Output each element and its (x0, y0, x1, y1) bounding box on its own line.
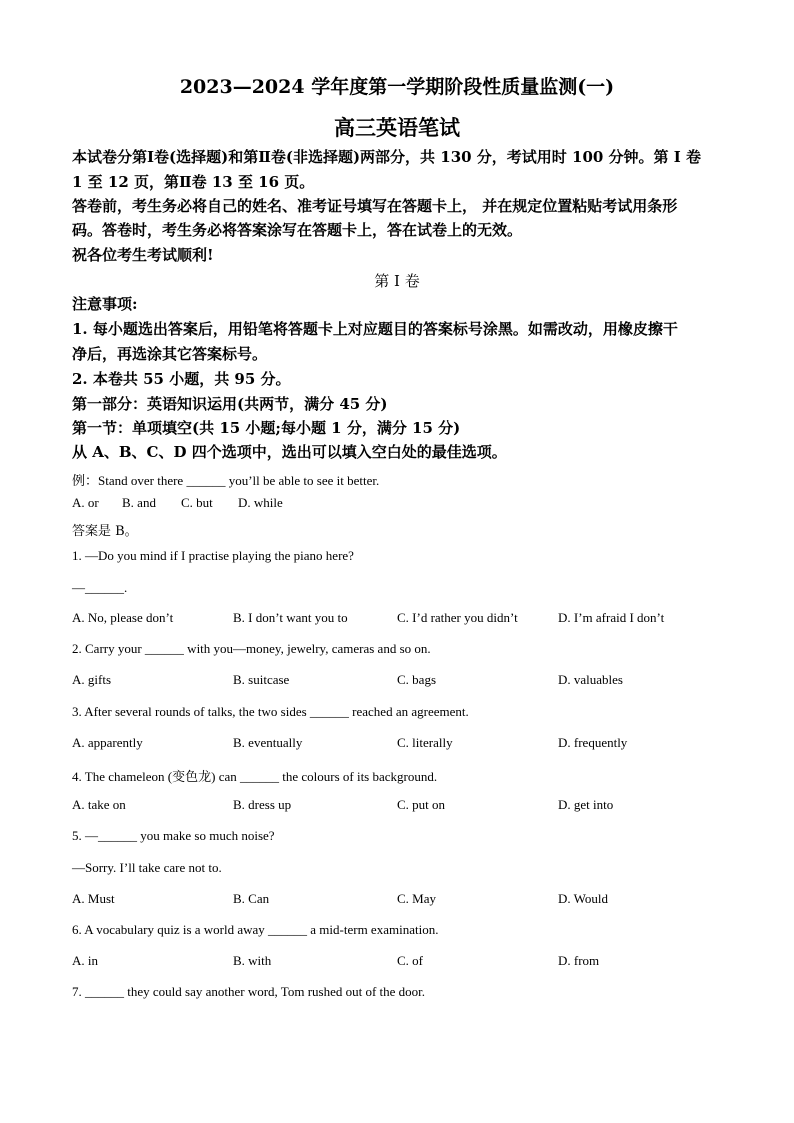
question-7-stem: 7. ______ they could say another word, Tom rushed out of the door. (72, 984, 426, 999)
question-1-option-b: B. I don’t want you to (233, 610, 348, 625)
question-3-option-a: A. apparently (72, 735, 143, 750)
notes-heading: 注意事项: (72, 295, 138, 313)
intro-line-4: 码。答卷时，考生务必将答案涂写在答题卡上，答在试卷上的无效。 (72, 221, 523, 239)
question-1-stem: 1. —Do you mind if I practise playing the piano here? (72, 548, 354, 563)
question-6-stem: 6. A vocabulary quiz is a world away ______ a mid-term examination. (72, 922, 439, 937)
question-6-option-b: B. with (233, 953, 272, 968)
question-6-option-d: D. from (558, 953, 600, 968)
question-4-option-a: A. take on (72, 797, 126, 812)
question-1-response: —______. (72, 580, 128, 595)
question-3-option-d: D. frequently (558, 735, 628, 750)
part-1-heading: 第一部分：英语知识运用(共两节，满分 45 分) (72, 395, 388, 413)
question-3-option-c: C. literally (397, 735, 453, 750)
intro-line-5: 祝各位考生考试顺利! (72, 246, 214, 264)
exam-title: 2023—2024 学年度第一学期阶段性质量监测(一) (179, 76, 615, 98)
question-4-option-d: D. get into (558, 797, 614, 812)
question-5-option-d: D. Would (558, 891, 608, 906)
section-title: 第 I 卷 (374, 272, 420, 290)
question-6-option-c: C. of (397, 953, 423, 968)
question-2-option-a: A. gifts (72, 672, 111, 687)
question-5-response: —Sorry. I’ll take care not to. (72, 860, 222, 875)
question-5-option-b: B. Can (233, 891, 270, 906)
exam-subtitle: 高三英语笔试 (334, 115, 460, 140)
section-1-heading: 第一节：单项填空(共 15 小题;每小题 1 分，满分 15 分) (72, 419, 461, 437)
question-1-option-d: D. I’m afraid I don’t (558, 610, 665, 625)
question-5-stem: 5. —______ you make so much noise? (72, 828, 275, 843)
question-3-stem: 3. After several rounds of talks, the two sides ______ reached an agreement. (72, 704, 469, 719)
intro-line-1: 本试卷分第Ⅰ卷(选择题)和第Ⅱ卷(非选择题)两部分，共 130 分，考试用时 100 分钟。第 I 卷 (72, 148, 702, 166)
question-6-option-a: A. in (72, 953, 98, 968)
question-2-option-c: C. bags (397, 672, 436, 687)
notes-item-1-line-2: 净后，再选涂其它答案标号。 (72, 345, 268, 363)
example-stem: 例：Stand over there ______ you’ll be able to see it better. (72, 473, 380, 488)
question-3-option-b: B. eventually (233, 735, 303, 750)
question-2-option-b: B. suitcase (233, 672, 290, 687)
example-answer: 答案是 B。 (72, 524, 138, 539)
intro-line-2: 1 至 12 页，第Ⅱ卷 13 至 16 页。 (72, 173, 315, 191)
question-5-option-c: C. May (397, 891, 436, 906)
question-1-option-a: A. No, please don’t (72, 610, 174, 625)
notes-item-2: 2. 本卷共 55 小题，共 95 分。 (72, 370, 291, 388)
question-4-option-b: B. dress up (233, 797, 292, 812)
example-option-c: C. but (181, 495, 213, 510)
question-2-option-d: D. valuables (558, 672, 623, 687)
question-2-stem: 2. Carry your ______ with you—money, jewelry, cameras and so on. (72, 641, 431, 656)
question-4-option-c: C. put on (397, 797, 446, 812)
question-1-option-c: C. I’d rather you didn’t (397, 610, 518, 625)
example-option-b: B. and (122, 495, 156, 510)
section-1-instruction: 从 A、B、C、D 四个选项中，选出可以填入空白处的最佳选项。 (72, 443, 507, 461)
example-option-a: A. or (72, 495, 99, 510)
question-5-option-a: A. Must (72, 891, 115, 906)
question-4-stem: 4. The chameleon (变色龙) can ______ the colours of its background. (72, 769, 438, 784)
example-option-d: D. while (238, 495, 283, 510)
intro-line-3: 答卷前，考生务必将自己的姓名、准考证号填写在答题卡上， 并在规定位置粘贴考试用条形 (72, 197, 678, 215)
notes-item-1-line-1: 1. 每小题选出答案后，用铅笔将答题卡上对应题目的答案标号涂黑。如需改动，用橡皮擦干 (72, 320, 678, 338)
